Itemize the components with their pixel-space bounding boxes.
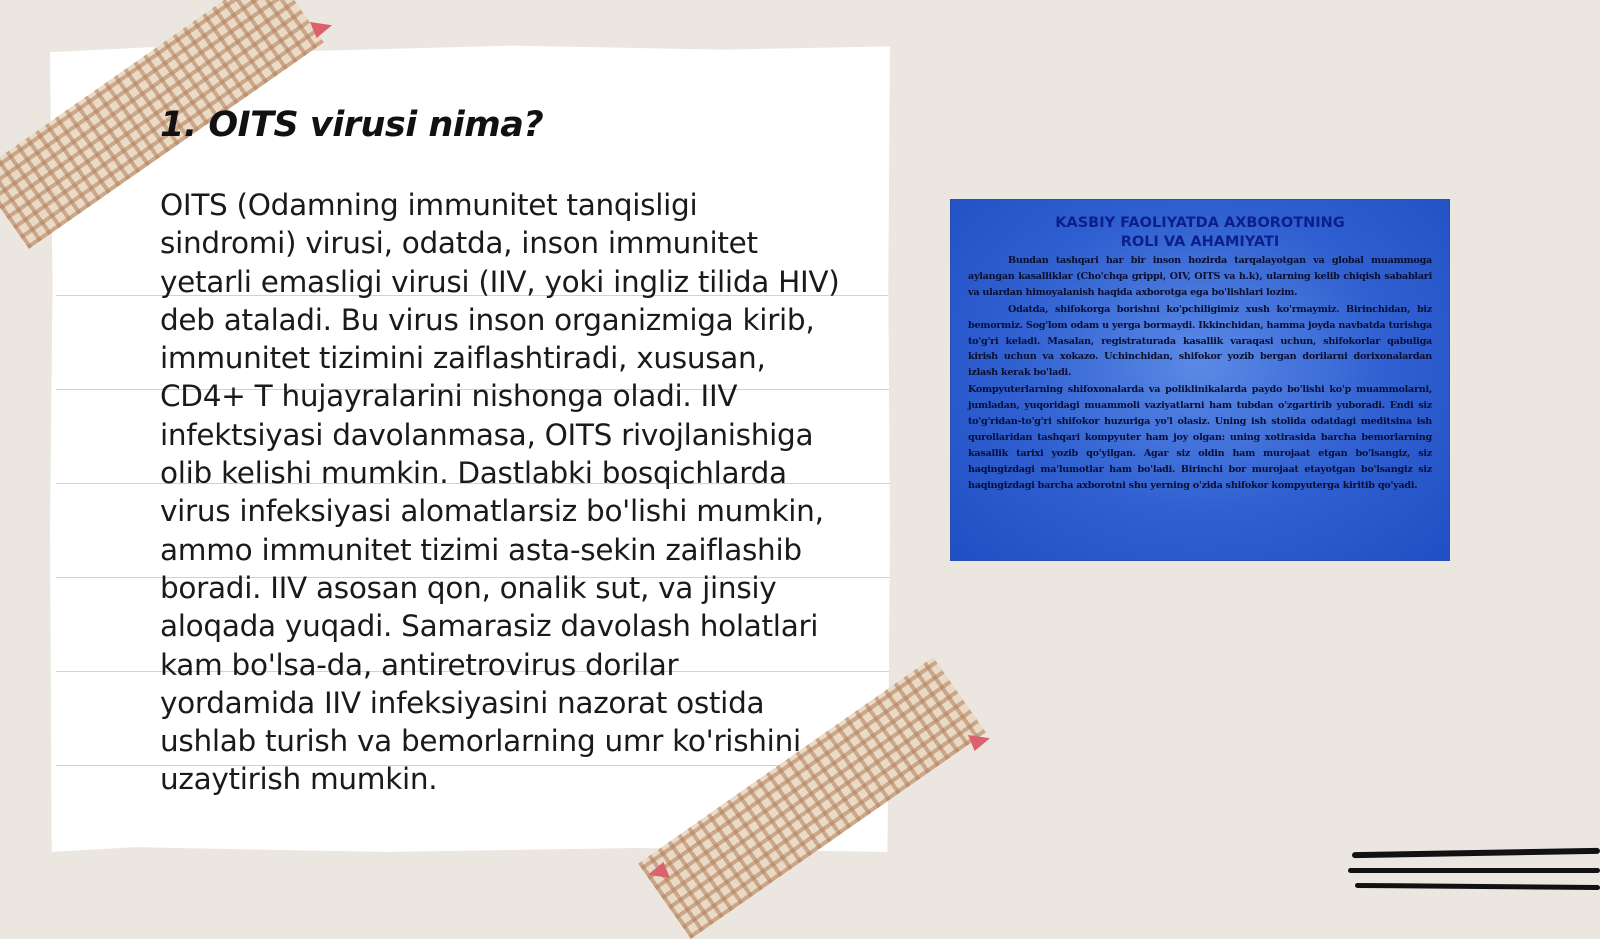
document-paragraph: Kompyuterlarning shifoxonalarda va poliklinikalarda paydo bo'lishi ko'p muammolarni, jumladan, yuqoridagi muammoli vaziyatlarni ham tubdan o'zgartirib yuboradi. Endi siz to'g'ridan-to'g'ri shifokor huzuriga yo'l olasiz. Uning ish stolida odatdagi meditsina ish qurollaridan tashqari kompyuter ham joy olgan: uning xotirasida barcha bemorlarning kasallik tarixi yozib qo'yilgan. Agar siz oldin ham murojaat etgan bo'lsangiz, siz haqingizdagi ma'lumotlar ham bo'ladi. Birinchi bor murojaat etayotgan bo'lsangiz siz haqingizdagi barcha axborotni shu yerning o'zida shifokor kompyuterga kiritib qo'yadi. xyxy=(968,384,1432,491)
document-image xyxy=(950,199,1450,561)
document-title-line1: KASBIY FAOLIYATDA AXBOROTNING xyxy=(1055,215,1345,231)
card-heading: 1. OITS virusi nima? xyxy=(160,105,544,145)
card-body-text: OITS (Odamning immunitet tanqisligi sindromi) virusi, odatda, inson immunitet yetarli emasligi virusi (IIV, yoki ingliz tilida HIV) deb ataladi. Bu virus inson organizmiga kirib, immunitet tizimini zaiflashtiradi, xususan, CD4+ T hujayralarini nishonga oladi. IIV infektsiyasi davolanmasa, OITS rivojlanishiga olib kelishi mumkin. Dastlabki bosqichlarda virus infeksiyasi alomatlarsiz bo'lishi mumkin, ammo immunitet tizimi asta-sekin zaiflashib boradi. IIV asosan qon, onalik sut, va jinsiy aloqada yuqadi. Samarasiz davolash holatlari kam bo'lsa-da, antiretrovirus dorilar yordamida IIV infeksiyasini nazorat ostida ushlab turish va bemorlarning umr ko'rishini uzaytirish mumkin. xyxy=(160,188,840,797)
document-paragraph: Bundan tashqari har bir inson hozirda tarqalayotgan va global muammoga aylangan kasalliklar (Cho'chqa grippi, OIV, OITS va h.k), ularning kelib chiqish sabablari va ulardan himoyalanish haqida axborotga ega bo'lishlari lozim. xyxy=(968,255,1432,298)
brush-stroke-decoration xyxy=(1355,883,1600,890)
tape-tip-decoration xyxy=(968,735,990,751)
document-paragraph: Odatda, shifokorga borishni ko'pchiligimiz xush ko'rmaymiz. Birinchidan, biz bemormiz. Sog'lom odam u yerga bormaydi. Ikkinchidan, hamma joyda navbatda turishga to'g'ri keladi. Masalan, registraturada kasallik varaqasi uchun, shifokorlar qabuliga kirish uchun va xokazo. Uchinchidan, shifokor yozib bergan dorilarni dorixonalardan izlash kerak bo'ladi. xyxy=(968,303,1432,379)
brush-stroke-decoration xyxy=(1352,848,1600,858)
document-title-line2: ROLI VA AHAMIYATI xyxy=(1120,234,1280,250)
brush-stroke-decoration xyxy=(1348,868,1600,873)
